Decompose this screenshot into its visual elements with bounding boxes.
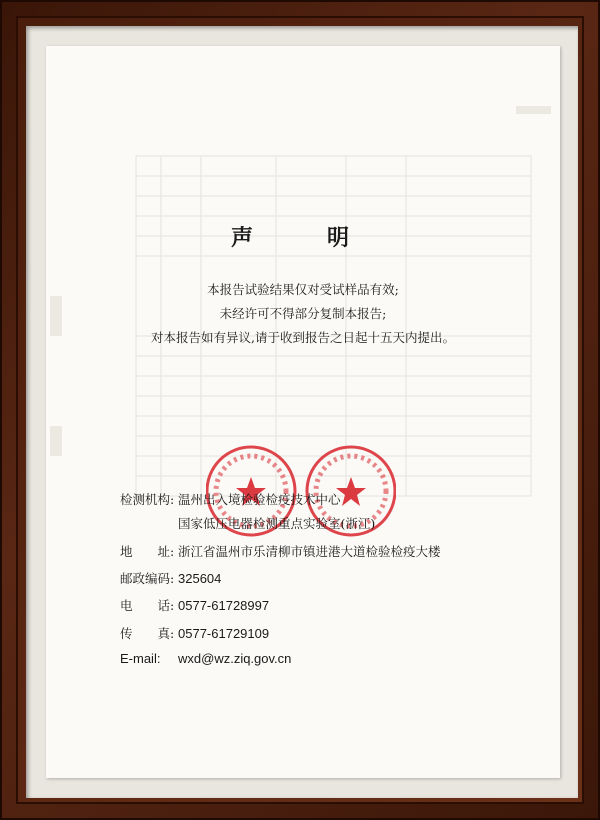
contact-row-postcode [120, 569, 221, 587]
contact-value: 国家低压电器检测重点实验室(浙江) [178, 516, 376, 531]
contact-label: 检测机构: [120, 492, 175, 507]
page-title: 声 明 [230, 226, 375, 251]
certificate-page [46, 46, 560, 778]
contact-row-lab [120, 514, 375, 532]
contact-row-institution [120, 490, 341, 508]
contact-value: 325604 [178, 571, 222, 586]
contact-label: 邮政编码: [120, 571, 175, 586]
contact-value: 0577-61729109 [178, 626, 270, 641]
declaration-block [46, 278, 560, 350]
contact-label: 传 真: [120, 626, 175, 641]
declaration-line: 本报告试验结果仅对受试样品有效; [207, 282, 399, 297]
contact-row-fax [120, 624, 269, 642]
declaration-line: 未经许可不得部分复制本报告; [219, 306, 387, 321]
contact-row-address [120, 542, 441, 560]
contact-value: 浙江省温州市乐清柳市镇进港大道检验检疫大楼 [178, 544, 441, 559]
contact-label: 地 址: [120, 544, 175, 559]
contact-label: E-mail: [120, 651, 161, 666]
declaration-line: 对本报告如有异议,请于收到报告之日起十五天内提出。 [151, 330, 455, 345]
contact-label: 电 话: [120, 598, 175, 613]
contact-value: 0577-61728997 [178, 598, 270, 613]
contact-row-email [120, 651, 291, 666]
contact-value: wxd@wz.ziq.gov.cn [178, 651, 292, 666]
contact-value: 温州出入境检验检疫技术中心 [178, 492, 341, 507]
bleed-through-table [46, 46, 560, 778]
contact-row-phone [120, 596, 269, 614]
